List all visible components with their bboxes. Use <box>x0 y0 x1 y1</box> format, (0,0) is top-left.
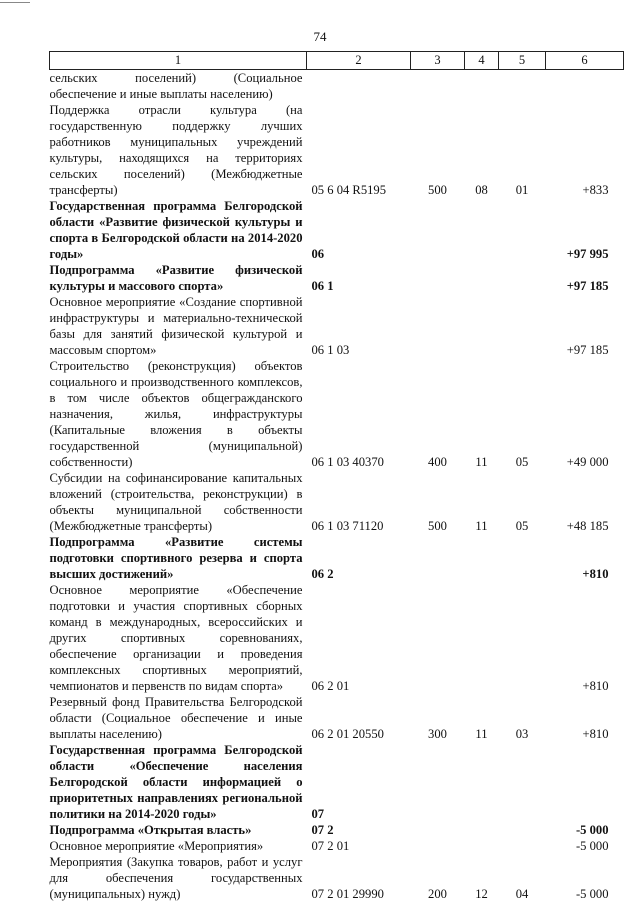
row-expense-type <box>411 822 465 838</box>
row-name: Основное мероприятие «Создание спортивной инфраструктуры и материально-технической базы для занятий физической культурой и массовым спортом» <box>49 295 303 357</box>
row-expense-type: 500 <box>428 519 447 533</box>
row-code <box>307 70 411 103</box>
row-name: Подпрограмма «Развитие системы подготовки спортивного резерва и спорта высших достижений» <box>49 535 303 581</box>
row-expense-type: 200 <box>428 887 447 901</box>
row-subsection <box>499 838 546 854</box>
row-name: Подпрограмма «Развитие физической культуры и массового спорта» <box>49 263 303 293</box>
row-name: Государственная программа Белгородской области «Развитие физической культуры и спорта в Белгородской области на 2014-2020 годы» <box>49 199 303 261</box>
row-name: Основное мероприятие «Мероприятия» <box>49 839 264 853</box>
row-section: 11 <box>475 455 488 469</box>
row-name: сельских поселений) (Социальное обеспечение и иные выплаты населению) <box>49 71 303 101</box>
row-name: Основное мероприятие «Обеспечение подготовки и участия спортивных сборных команд в международных, всероссийских и других спортивных соревнованиях, обеспечение организации и проведения комплексных спортивных мероприятий, чемпионатов и первенств по видам спорта» <box>49 583 303 693</box>
row-amount: +833 <box>582 183 609 197</box>
row-amount: +48 185 <box>566 519 609 533</box>
row-expense-type <box>411 534 465 582</box>
scan-mark <box>0 2 30 3</box>
header-col-2: 2 <box>307 52 411 70</box>
row-code: 07 <box>311 807 325 821</box>
row-subsection <box>499 582 546 694</box>
row-subsection: 04 <box>515 887 529 901</box>
row-section <box>465 262 499 294</box>
table-header <box>50 52 624 70</box>
row-expense-type <box>411 582 465 694</box>
row-code: 06 <box>311 247 325 261</box>
header-col-6: 6 <box>546 52 624 70</box>
row-expense-type: 300 <box>428 727 447 741</box>
row-section: 08 <box>475 183 488 197</box>
row-subsection: 05 <box>515 519 529 533</box>
row-subsection: 05 <box>515 455 529 469</box>
row-subsection <box>499 822 546 838</box>
row-section <box>465 70 499 103</box>
row-code: 06 1 <box>311 279 334 293</box>
row-code: 07 2 01 29990 <box>311 887 384 901</box>
row-code: 06 1 03 71120 <box>311 519 384 533</box>
row-code: 06 1 03 <box>311 343 350 357</box>
header-col-3: 3 <box>411 52 465 70</box>
row-expense-type <box>411 70 465 103</box>
table-row <box>50 822 624 838</box>
row-code: 06 2 01 <box>311 679 350 693</box>
table-body <box>50 70 624 903</box>
row-section: 11 <box>475 519 488 533</box>
row-section <box>465 534 499 582</box>
table-row <box>50 534 624 582</box>
row-amount: +810 <box>582 679 609 693</box>
row-name: Государственная программа Белгородской области «Обеспечение населения Белгородской области информацией о приоритетных направлениях региональной политики на 2014-2020 годы» <box>49 743 303 821</box>
row-code: 06 1 03 40370 <box>311 455 384 469</box>
table-row <box>50 70 624 103</box>
row-amount: -5 000 <box>575 823 609 837</box>
row-section <box>465 294 499 358</box>
row-amount: +49 000 <box>566 455 609 469</box>
row-subsection <box>499 534 546 582</box>
row-amount: +97 185 <box>566 343 609 357</box>
budget-table <box>49 51 623 902</box>
row-code: 06 2 01 20550 <box>311 727 384 741</box>
row-amount: +97 185 <box>566 279 609 293</box>
table-row <box>50 294 624 358</box>
row-expense-type <box>411 838 465 854</box>
table-row <box>50 198 624 262</box>
row-name: Строительство (реконструкция) объектов социального и производственного комплексов, в том числе объектов общегражданского назначения, жилья, инфраструктуры (Капитальные вложения в объекты государственной (муниципальной) собственности) <box>49 359 303 469</box>
row-name: Мероприятия (Закупка товаров, работ и услуг для обеспечения государственных (муниципальных) нужд) <box>49 855 303 901</box>
row-subsection <box>499 262 546 294</box>
row-expense-type: 400 <box>428 455 447 469</box>
table-row <box>50 742 624 822</box>
table-row <box>50 470 624 534</box>
table-row <box>50 102 624 198</box>
row-subsection <box>499 294 546 358</box>
row-section <box>465 198 499 262</box>
row-expense-type <box>411 262 465 294</box>
row-code: 07 2 01 <box>311 839 350 853</box>
row-amount: -5 000 <box>575 887 609 901</box>
row-name: Подпрограмма «Открытая власть» <box>49 823 252 837</box>
row-subsection <box>499 70 546 103</box>
table-row <box>50 582 624 694</box>
row-expense-type <box>411 294 465 358</box>
row-name: Субсидии на софинансирование капитальных вложений (строительства, реконструкции) в объекты муниципальной собственности (Межбюджетные трансферты) <box>49 471 303 533</box>
row-subsection: 03 <box>515 727 529 741</box>
row-code: 05 6 04 R5195 <box>311 183 387 197</box>
row-amount: +810 <box>582 727 609 741</box>
row-name: Поддержка отрасли культура (на государственную поддержку лучших работников муниципальных учреждений культуры, находящихся на территориях сельских поселений) (Межбюджетные трансферты) <box>49 103 303 197</box>
table-row <box>50 358 624 470</box>
row-expense-type <box>411 742 465 822</box>
row-section: 12 <box>475 887 488 901</box>
row-amount: +97 995 <box>566 247 609 261</box>
row-subsection: 01 <box>515 183 529 197</box>
row-code: 07 2 <box>311 823 334 837</box>
header-col-1: 1 <box>50 52 307 70</box>
table-row <box>50 694 624 742</box>
row-amount: -5 000 <box>575 839 609 853</box>
row-section <box>465 742 499 822</box>
row-section <box>465 822 499 838</box>
table-row <box>50 854 624 902</box>
header-col-5: 5 <box>499 52 546 70</box>
row-name: Резервный фонд Правительства Белгородской области (Социальное обеспечение и иные выплаты населению) <box>49 695 303 741</box>
row-expense-type: 500 <box>428 183 447 197</box>
page-number: 74 <box>313 29 327 44</box>
table-row <box>50 838 624 854</box>
row-section <box>465 582 499 694</box>
row-subsection <box>499 742 546 822</box>
header-col-4: 4 <box>465 52 499 70</box>
table-row <box>50 262 624 294</box>
row-amount <box>546 742 624 822</box>
row-section <box>465 838 499 854</box>
row-amount <box>546 70 624 103</box>
row-code: 06 2 <box>311 567 334 581</box>
row-section: 11 <box>475 727 488 741</box>
row-amount: +810 <box>582 567 609 581</box>
row-expense-type <box>411 198 465 262</box>
row-subsection <box>499 198 546 262</box>
